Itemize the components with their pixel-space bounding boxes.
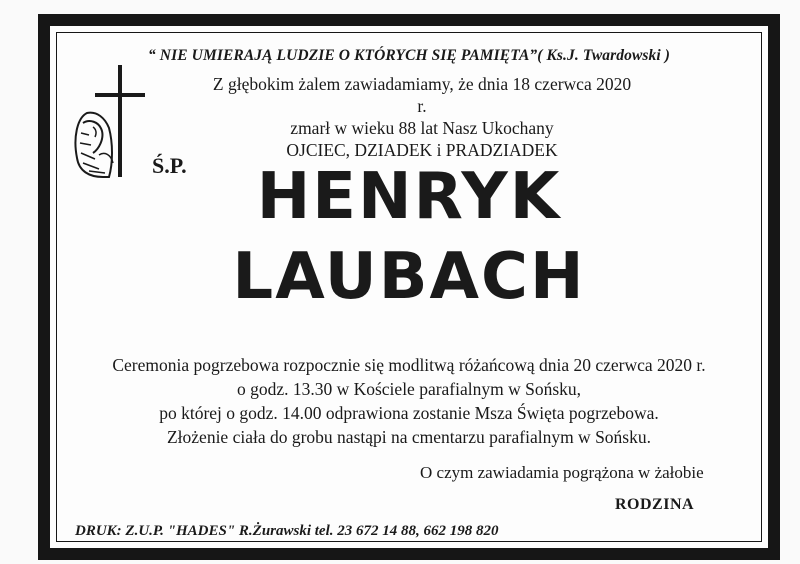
inner-border: [56, 32, 762, 542]
motto-quote: “ NIE UMIERAJĄ LUDZIE O KTÓRYCH SIĘ PAMIĘTA”( Ks.J. Twardowski ): [147, 47, 671, 64]
ceremony-line: Złożenie ciała do grobu nastąpi na cmentarzu parafialnym w Sońsku.: [166, 427, 651, 447]
deceased-last-name: LAUBACH: [232, 240, 586, 314]
mourning-notice: O czym zawiadamia pogrążona w żałobie: [420, 463, 704, 482]
family-signature: RODZINA: [615, 496, 695, 513]
intro-line: OJCIEC, DZIADEK i PRADZIADEK: [286, 140, 558, 160]
deceased-first-name: HENRYK: [256, 160, 562, 234]
intro-line: Z głębokim żalem zawiadamiamy, że dnia 18 czerwca 2020 r.: [212, 74, 632, 116]
ceremony-line: po której o godz. 14.00 odprawiona zostanie Msza Święta pogrzebowa.: [159, 403, 659, 423]
ceremony-line: o godz. 13.30 w Kościele parafialnym w Sońsku,: [236, 379, 582, 399]
intro-line: zmarł w wieku 88 lat Nasz Ukochany: [290, 118, 554, 138]
ceremony-details: [77, 353, 741, 449]
printer-credit: DRUK: Z.U.P. "HADES" R.Żurawski tel. 23 672 14 88, 662 198 820: [75, 523, 499, 539]
announcement-intro: [207, 73, 637, 161]
ceremony-line: Ceremonia pogrzebowa rozpocznie się modlitwą różańcową dnia 20 czerwca 2020 r.: [112, 355, 706, 375]
obituary-frame: [38, 14, 780, 560]
sp-abbreviation: Ś.P.: [152, 153, 187, 178]
